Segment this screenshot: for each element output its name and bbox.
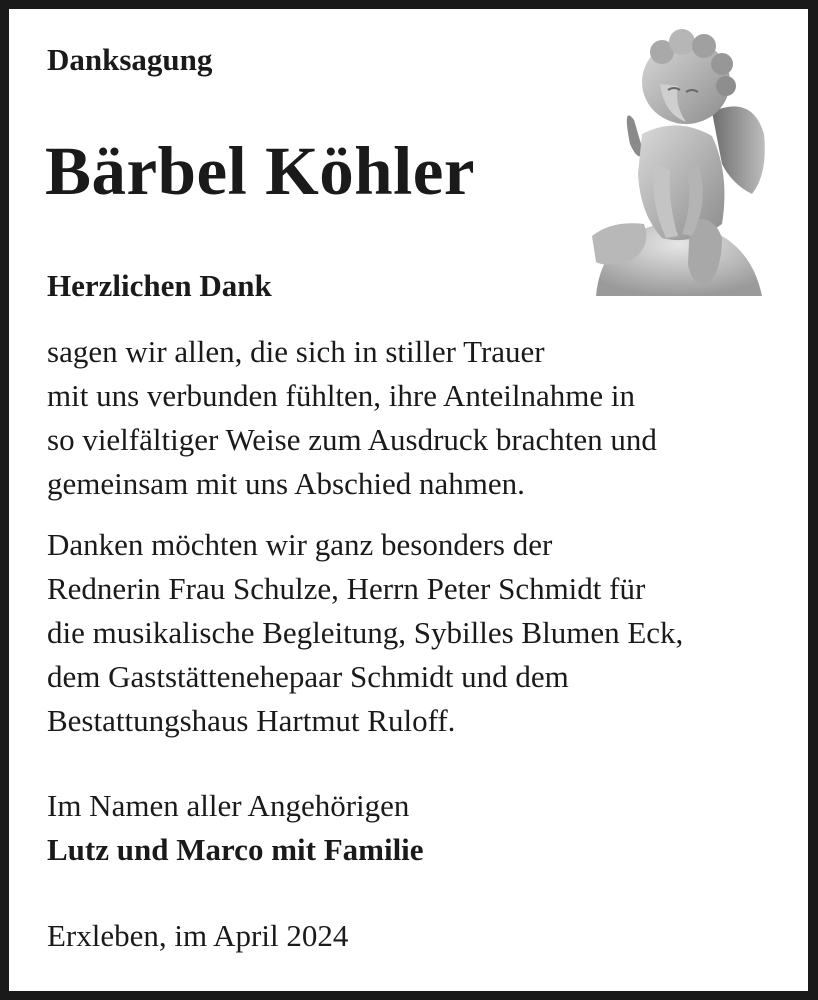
special-thanks-paragraph xyxy=(47,523,683,743)
text-line: mit uns verbunden fühlten, ihre Anteilnahme in xyxy=(47,378,636,413)
text-line: sagen wir allen, die sich in stiller Trauer xyxy=(47,334,545,369)
notice-heading: Danksagung xyxy=(47,42,213,77)
text-line: so vielfältiger Weise zum Ausdruck brachten und xyxy=(47,422,657,457)
text-line: die musikalische Begleitung, Sybilles Blumen Eck, xyxy=(47,615,684,650)
signers: Lutz und Marco mit Familie xyxy=(47,832,424,867)
deceased-name: Bärbel Köhler xyxy=(45,133,476,209)
place-date: Erxleben, im April 2024 xyxy=(47,918,349,953)
thanks-paragraph xyxy=(47,330,657,506)
text-line: Danken möchten wir ganz besonders der xyxy=(47,527,553,562)
closing-line: Im Namen aller Angehörigen xyxy=(47,788,410,823)
cherub-statue-icon xyxy=(582,24,768,296)
thanks-subheading: Herzlichen Dank xyxy=(47,268,272,303)
text-line: Rednerin Frau Schulze, Herrn Peter Schmidt für xyxy=(47,571,646,606)
text-line: dem Gaststättenehepaar Schmidt und dem xyxy=(47,659,569,694)
text-line: Bestattungshaus Hartmut Ruloff. xyxy=(47,703,456,738)
text-line: gemeinsam mit uns Abschied nahmen. xyxy=(47,466,525,501)
